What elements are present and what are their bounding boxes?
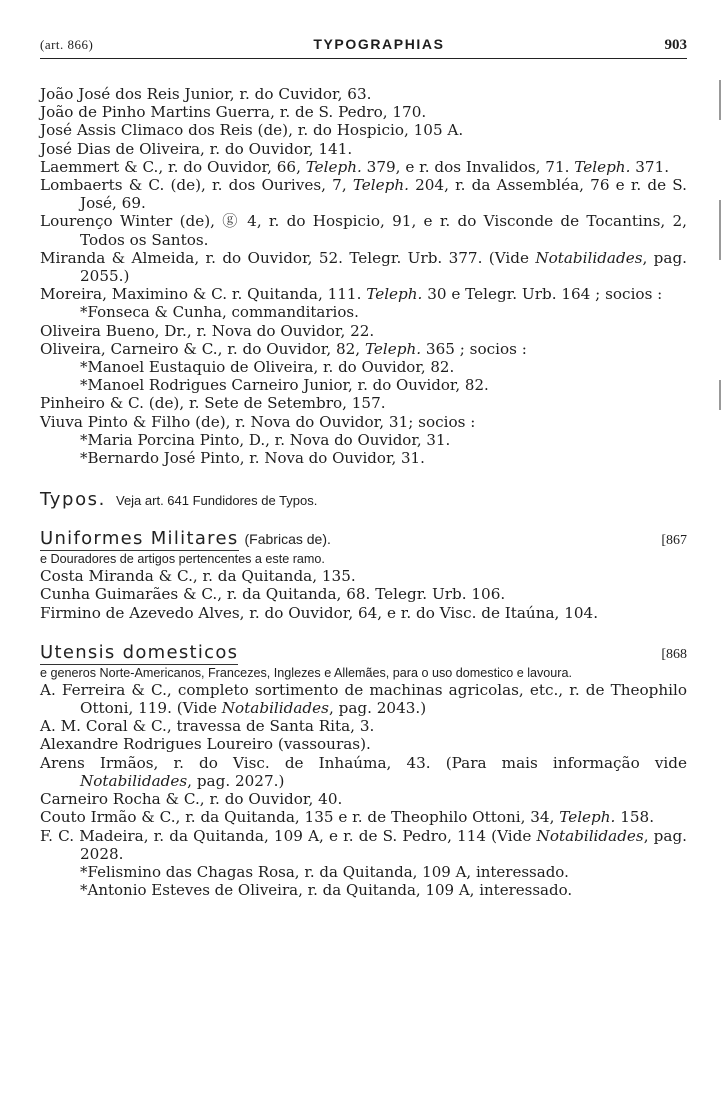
section-title: Utensis domesticos	[40, 641, 239, 663]
directory-entry: Cunha Guimarães & C., r. da Quitanda, 68. Telegr. Urb. 106.	[40, 585, 506, 604]
article-reference: (art. 866)	[40, 37, 94, 52]
partner-entry: *Felismino das Chagas Rosa, r. da Quitanda, 109 A, interessado.	[80, 862, 569, 881]
article-number: [867	[661, 533, 687, 549]
directory-entry: Alexandre Rodrigues Loureiro (vassouras).	[40, 735, 371, 754]
directory-entry: Lombaerts & C. (de), r. dos Ourives, 7, Teleph. 204, r. da Assembléa, 76 e r. de S. José, 69.	[40, 176, 687, 213]
directory-entry: José Assis Climaco dos Reis (de), r. do Hospicio, 105 A.	[40, 121, 464, 140]
article-number: [868	[661, 646, 687, 662]
directory-entry: Viuva Pinto & Filho (de), r. Nova do Ouvidor, 31; socios :	[40, 412, 476, 431]
page-header	[40, 36, 687, 59]
section-description: e Douradores de artigos pertencentes a este ramo.	[40, 552, 325, 567]
directory-entry: Moreira, Maximino & C. r. Quitanda, 111. Teleph. 30 e Telegr. Urb. 164 ; socios :	[40, 285, 663, 304]
directory-entry: João de Pinho Martins Guerra, r. de S. Pedro, 170.	[40, 103, 427, 122]
utensis-list	[40, 681, 687, 899]
section-title-underline	[40, 528, 239, 551]
directory-entry: Carneiro Rocha & C., r. do Ouvidor, 40.	[40, 790, 343, 809]
partner-entry: *Bernardo José Pinto, r. Nova do Ouvidor, 31.	[80, 449, 425, 468]
directory-entry: Lourenço Winter (de), ⓖ 4, r. do Hospicio, 91, e r. do Visconde de Tocantins, 2, Todos os Santos.	[40, 212, 687, 249]
section-suffix: (Fabricas de).	[244, 531, 331, 548]
section-title-underline	[40, 642, 238, 665]
directory-entry: João José dos Reis Junior, r. do Cuvidor, 63.	[40, 85, 372, 103]
section-title: Typos.	[40, 489, 106, 511]
page-number: 903	[664, 37, 687, 53]
directory-entry: Couto Irmão & C., r. da Quitanda, 135 e r. de Theophilo Ottoni, 34, Teleph. 158.	[40, 808, 655, 827]
typographias-list	[40, 85, 687, 467]
partner-entry: *Manoel Rodrigues Carneiro Junior, r. do Ouvidor, 82.	[80, 376, 489, 395]
directory-entry: Costa Miranda & C., r. da Quitanda, 135.	[40, 567, 356, 586]
directory-entry: F. C. Madeira, r. da Quitanda, 109 A, e r. de S. Pedro, 114 (Vide Notabilidades, pag. 2028.	[40, 826, 688, 863]
uniformes-list	[40, 567, 687, 622]
directory-entry: José Dias de Oliveira, r. do Ouvidor, 141.	[40, 139, 353, 158]
utensis-section-heading	[40, 642, 687, 665]
directory-entry: Arens Irmãos, r. do Visc. de Inhaúma, 43. (Para mais informação vide Notabilidades, pag. 2027.)	[40, 753, 687, 790]
directory-entry: Pinheiro & C. (de), r. Sete de Setembro, 157.	[40, 394, 386, 413]
directory-entry: Miranda & Almeida, r. do Ouvidor, 52. Telegr. Urb. 377. (Vide Notabilidades, pag. 2055.)	[40, 248, 688, 286]
directory-entry: Laemmert & C., r. do Ouvidor, 66, Teleph. 379, e r. dos Invalidos, 71. Teleph. 371.	[40, 157, 670, 176]
section-note: Veja art. 641 Fundidores de Typos.	[115, 493, 318, 509]
uniformes-section-heading	[40, 528, 687, 551]
directory-entry: Oliveira Bueno, Dr., r. Nova do Ouvidor, 22.	[40, 321, 375, 340]
page-title: TYPOGRAPHIAS	[313, 36, 445, 52]
partner-entry: *Manoel Eustaquio de Oliveira, r. do Ouvidor, 82.	[80, 358, 455, 377]
partner-entry: *Antonio Esteves de Oliveira, r. da Quitanda, 109 A, interessado.	[80, 881, 573, 900]
directory-entry: A. Ferreira & C., completo sortimento de machinas agricolas, etc., r. de Theophilo Ottoni, 119. (Vide Notabilidades, pag. 2043.)	[40, 680, 687, 718]
partner-entry: *Fonseca & Cunha, commanditarios.	[80, 303, 359, 322]
typos-section-heading	[40, 489, 687, 510]
directory-entry: Firmino de Azevedo Alves, r. do Ouvidor, 64, e r. do Visc. de Itaúna, 104.	[40, 603, 599, 622]
partner-entry: *Maria Porcina Pinto, D., r. Nova do Ouvidor, 31.	[80, 430, 451, 449]
section-title: Uniformes Militares	[40, 528, 239, 550]
section-description: e generos Norte-Americanos, Francezes, Inglezes e Allemães, para o uso domestico e lavoura.	[40, 665, 573, 680]
page-edge-marks	[711, 60, 721, 660]
directory-entry: Oliveira, Carneiro & C., r. do Ouvidor, 82, Teleph. 365 ; socios :	[40, 339, 527, 358]
directory-entry: A. M. Coral & C., travessa de Santa Rita, 3.	[40, 717, 375, 736]
